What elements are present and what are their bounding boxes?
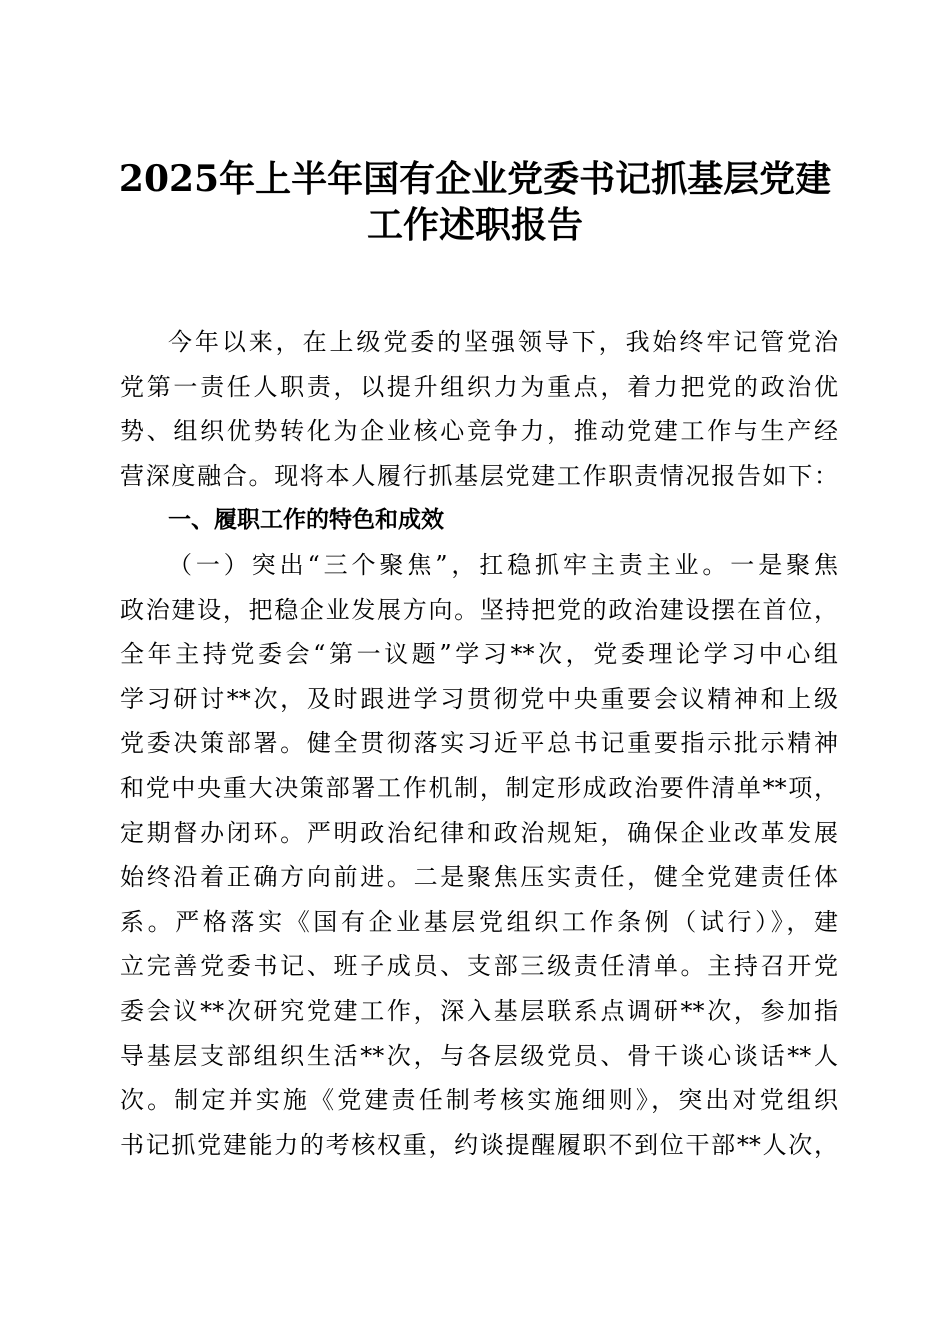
paragraph-line: 系。严格落实《国有企业基层党组织工作条例（试行）》，建 bbox=[120, 907, 838, 936]
paragraph-line: 定期督办闭环。严明政治纪律和政治规矩，确保企业改革发展 bbox=[120, 818, 838, 847]
paragraph-line: 党委决策部署。健全贯彻落实习近平总书记重要指示批示精神 bbox=[120, 729, 838, 758]
paragraph-line: 立完善党委书记、班子成员、支部三级责任清单。主持召开党 bbox=[120, 952, 838, 981]
paragraph-line: 始终沿着正确方向前进。二是聚焦压实责任，健全党建责任体 bbox=[120, 863, 838, 892]
paragraph-line: 书记抓党建能力的考核权重，约谈提醒履职不到位干部**人次， bbox=[120, 1130, 838, 1159]
paragraph-line: 导基层支部组织生活**次，与各层级党员、骨干谈心谈话**人 bbox=[120, 1041, 838, 1070]
paragraph-line: 委会议**次研究党建工作，深入基层联系点调研**次，参加指 bbox=[120, 996, 838, 1025]
document-title bbox=[100, 156, 850, 248]
title-line-1: 2025年上半年国有企业党委书记抓基层党建 bbox=[118, 158, 832, 200]
document-body bbox=[120, 320, 838, 1167]
paragraph-line: 营深度融合。现将本人履行抓基层党建工作职责情况报告如下： bbox=[120, 461, 838, 490]
paragraph-line: 政治建设，把稳企业发展方向。坚持把党的政治建设摆在首位， bbox=[120, 595, 838, 624]
paragraph-line: 学习研讨**次，及时跟进学习贯彻党中央重要会议精神和上级 bbox=[120, 684, 838, 713]
paragraph-line: 势、组织优势转化为企业核心竞争力，推动党建工作与生产经 bbox=[120, 417, 838, 446]
paragraph-line: 党第一责任人职责，以提升组织力为重点，着力把党的政治优 bbox=[120, 372, 838, 401]
paragraph-line: 今年以来，在上级党委的坚强领导下，我始终牢记管党治 bbox=[168, 328, 838, 356]
paragraph-line: 次。制定并实施《党建责任制考核实施细则》，突出对党组织 bbox=[120, 1086, 838, 1115]
paragraph-line: 全年主持党委会“第一议题”学习**次，党委理论学习中心组 bbox=[120, 640, 838, 669]
title-line-2: 工作述职报告 bbox=[366, 204, 583, 246]
section-heading: 一、履职工作的特色和成效 bbox=[168, 507, 444, 534]
paragraph-line: 和党中央重大决策部署工作机制，制定形成政治要件清单**项， bbox=[120, 773, 838, 802]
paragraph-line: （一）突出“三个聚焦”，扛稳抓牢主责主业。一是聚焦 bbox=[168, 550, 838, 579]
